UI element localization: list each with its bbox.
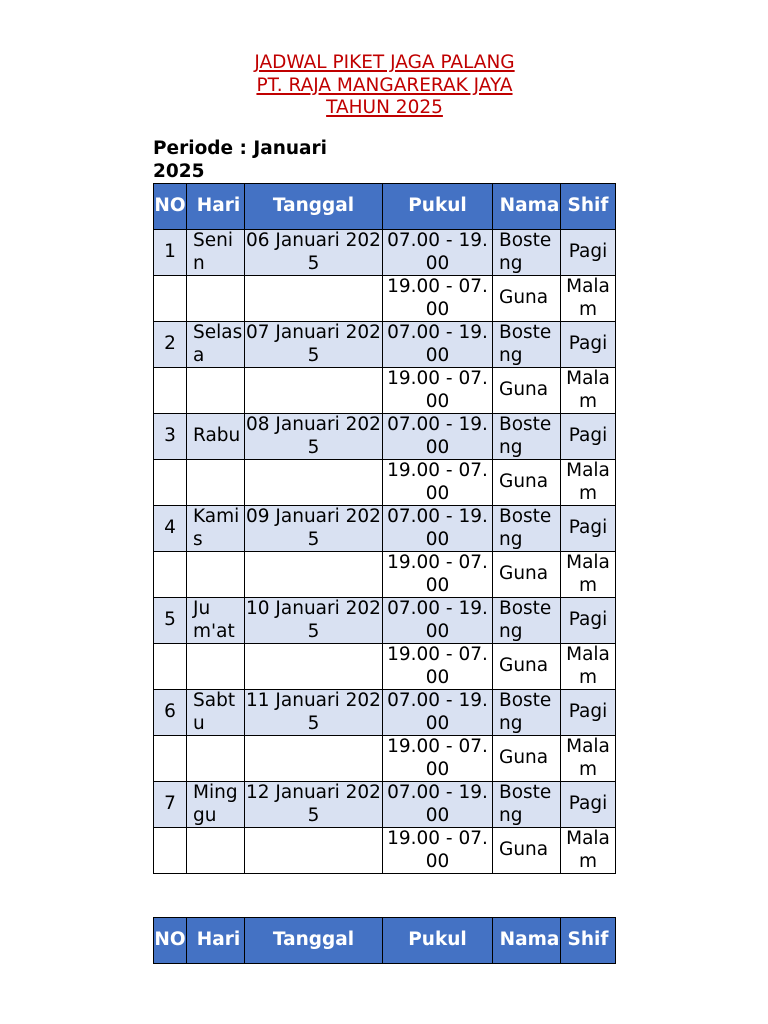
table2-header-no: NO <box>154 918 187 964</box>
table2-header-nama: Nama <box>493 918 561 964</box>
table2-header-tanggal: Tanggal <box>245 918 383 964</box>
cell-tanggal <box>245 276 383 322</box>
header-no: NO <box>154 184 187 230</box>
cell-shift: Malam <box>561 460 616 506</box>
cell-shift: Pagi <box>561 782 616 828</box>
table-header-row <box>154 184 616 230</box>
cell-tanggal <box>245 368 383 414</box>
cell-no: 5 <box>154 598 187 644</box>
schedule-table-body <box>154 230 616 874</box>
cell-tanggal <box>245 828 383 874</box>
table-row <box>154 828 616 874</box>
cell-pukul: 07.00 - 19.00 <box>383 230 493 276</box>
table2-header-shift: Shif <box>561 918 616 964</box>
table2-header-pukul: Pukul <box>383 918 493 964</box>
cell-tanggal: 06 Januari 2025 <box>246 230 381 274</box>
cell-shift: Pagi <box>561 230 616 276</box>
table-row <box>154 644 616 690</box>
cell-no <box>154 736 187 782</box>
table-row <box>154 552 616 598</box>
cell-hari <box>187 368 245 414</box>
cell-hari: Kamis <box>187 506 245 552</box>
cell-no: 3 <box>154 414 187 460</box>
cell-no: 6 <box>154 690 187 736</box>
document-title <box>0 52 768 120</box>
cell-shift: Malam <box>561 552 616 598</box>
cell-no: 7 <box>154 782 187 828</box>
cell-tanggal: 10 Januari 2025 <box>246 598 381 642</box>
cell-nama: Guna <box>493 736 561 782</box>
cell-hari <box>187 460 245 506</box>
table-row <box>154 690 616 736</box>
table2-header-hari: Hari <box>187 918 245 964</box>
cell-pukul: 19.00 - 07.00 <box>383 368 493 414</box>
cell-shift: Pagi <box>561 598 616 644</box>
cell-tanggal: 08 Januari 2025 <box>246 414 381 458</box>
cell-nama: Guna <box>493 368 561 414</box>
cell-no: 1 <box>154 230 187 276</box>
cell-shift: Malam <box>561 736 616 782</box>
cell-pukul: 07.00 - 19.00 <box>383 690 493 736</box>
cell-tanggal: 07 Januari 2025 <box>246 322 381 366</box>
table-row <box>154 782 616 828</box>
cell-nama: Bosteng <box>493 782 561 828</box>
cell-pukul: 19.00 - 07.00 <box>383 460 493 506</box>
table-row <box>154 598 616 644</box>
cell-no <box>154 828 187 874</box>
cell-hari <box>187 552 245 598</box>
cell-pukul: 19.00 - 07.00 <box>383 644 493 690</box>
header-hari: Hari <box>187 184 245 230</box>
cell-nama: Bosteng <box>493 598 561 644</box>
cell-hari: Jum'at <box>187 598 245 644</box>
table-row <box>154 506 616 552</box>
cell-nama: Guna <box>493 552 561 598</box>
table-row <box>154 736 616 782</box>
cell-pukul: 19.00 - 07.00 <box>383 276 493 322</box>
cell-hari: Selasa <box>187 322 245 368</box>
cell-pukul: 07.00 - 19.00 <box>383 414 493 460</box>
table-row <box>154 322 616 368</box>
cell-no <box>154 460 187 506</box>
cell-nama: Bosteng <box>493 690 561 736</box>
table-row <box>154 414 616 460</box>
cell-pukul: 19.00 - 07.00 <box>383 736 493 782</box>
cell-shift: Pagi <box>561 414 616 460</box>
table2-header-row <box>154 918 616 964</box>
cell-tanggal <box>245 460 383 506</box>
cell-shift: Malam <box>561 276 616 322</box>
cell-no <box>154 552 187 598</box>
cell-tanggal: 11 Januari 2025 <box>246 690 381 734</box>
table-row <box>154 460 616 506</box>
cell-nama: Guna <box>493 276 561 322</box>
cell-pukul: 07.00 - 19.00 <box>383 782 493 828</box>
table-row <box>154 368 616 414</box>
schedule-table <box>153 183 616 874</box>
cell-hari: Senin <box>187 230 245 276</box>
cell-pukul: 19.00 - 07.00 <box>383 828 493 874</box>
cell-hari <box>187 736 245 782</box>
cell-tanggal <box>245 552 383 598</box>
header-shift: Shif <box>561 184 616 230</box>
cell-shift: Pagi <box>561 690 616 736</box>
title-line-2: PT. RAJA MANGARERAK JAYA <box>256 74 513 96</box>
cell-no <box>154 368 187 414</box>
cell-nama: Bosteng <box>493 414 561 460</box>
cell-pukul: 07.00 - 19.00 <box>383 322 493 368</box>
cell-tanggal <box>245 644 383 690</box>
header-pukul: Pukul <box>383 184 493 230</box>
header-tanggal: Tanggal <box>245 184 383 230</box>
table-row <box>154 276 616 322</box>
cell-pukul: 07.00 - 19.00 <box>383 598 493 644</box>
cell-shift: Pagi <box>561 506 616 552</box>
cell-pukul: 07.00 - 19.00 <box>383 506 493 552</box>
cell-no: 4 <box>154 506 187 552</box>
cell-tanggal: 12 Januari 2025 <box>246 782 381 826</box>
title-line-3: TAHUN 2025 <box>326 97 443 118</box>
cell-hari <box>187 276 245 322</box>
cell-tanggal: 09 Januari 2025 <box>246 506 381 550</box>
cell-nama: Guna <box>493 828 561 874</box>
title-line-1: JADWAL PIKET JAGA PALANG <box>254 52 515 73</box>
cell-tanggal <box>245 736 383 782</box>
cell-shift: Pagi <box>561 322 616 368</box>
table-row <box>154 230 616 276</box>
cell-hari <box>187 828 245 874</box>
cell-hari: Minggu <box>187 782 245 828</box>
header-nama: Nama <box>493 184 561 230</box>
cell-shift: Malam <box>561 828 616 874</box>
cell-hari: Rabu <box>187 414 245 460</box>
schedule-table-2 <box>153 917 616 964</box>
cell-hari: Sabtu <box>187 690 245 736</box>
period-label: Periode : Januari 2025 <box>153 138 328 182</box>
cell-no <box>154 644 187 690</box>
cell-nama: Guna <box>493 460 561 506</box>
cell-nama: Bosteng <box>493 230 561 276</box>
cell-nama: Guna <box>493 644 561 690</box>
cell-shift: Malam <box>561 368 616 414</box>
cell-no <box>154 276 187 322</box>
cell-nama: Bosteng <box>493 506 561 552</box>
cell-nama: Bosteng <box>493 322 561 368</box>
cell-pukul: 19.00 - 07.00 <box>383 552 493 598</box>
cell-no: 2 <box>154 322 187 368</box>
cell-shift: Malam <box>561 644 616 690</box>
cell-hari <box>187 644 245 690</box>
